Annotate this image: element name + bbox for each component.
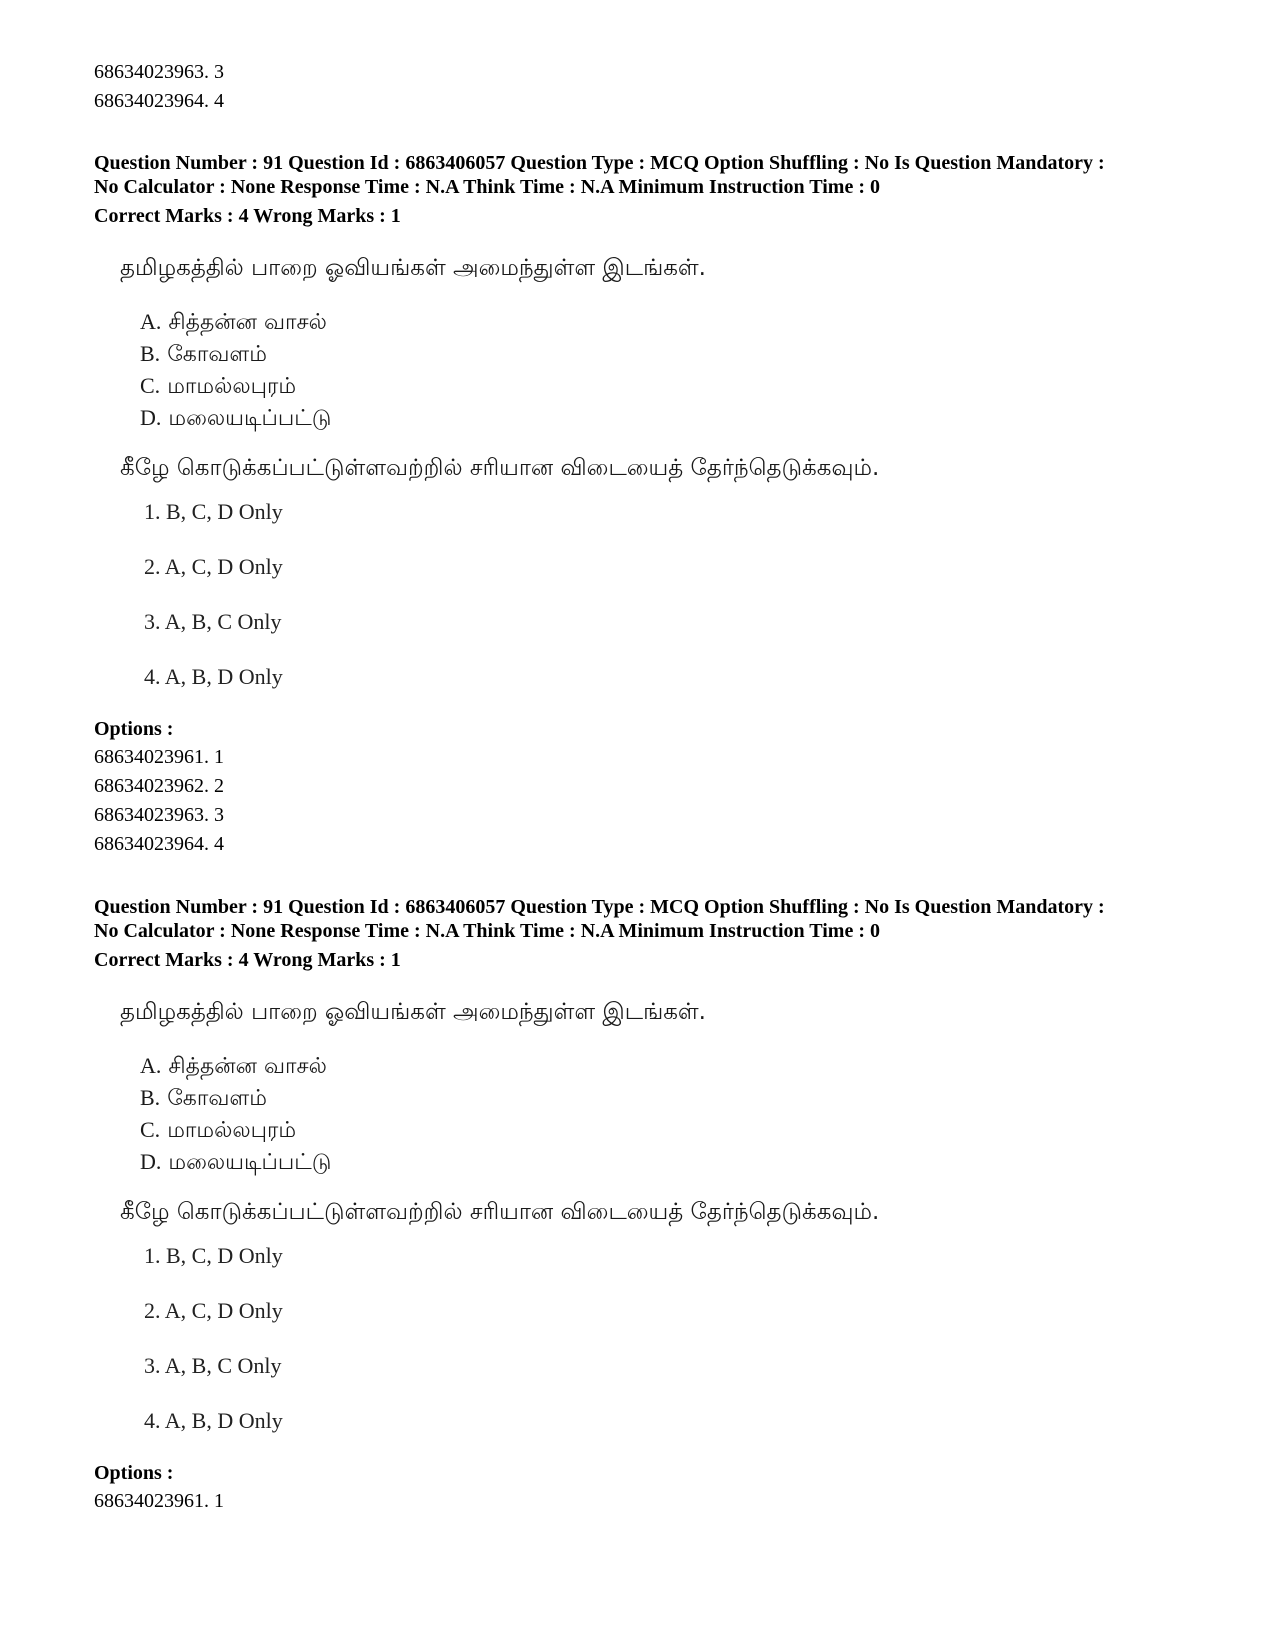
option-id: 68634023961. [94, 1490, 209, 1512]
option-id: 68634023963. [94, 61, 209, 83]
choice-item: 2. A, C, D Only [144, 554, 283, 579]
question-header [94, 151, 1214, 199]
question-text: தமிழகத்தில் பாறை ஓவியங்கள் அமைந்துள்ள இடங்கள். [120, 999, 706, 1025]
option-line [94, 830, 1214, 859]
previous-question-options [94, 58, 1214, 116]
choice-item: 4. A, B, D Only [144, 1408, 283, 1433]
question-body [94, 996, 1214, 1437]
option-value: 4 [214, 90, 224, 112]
option-id: 68634023964. [94, 90, 209, 112]
choice-item: 3. A, B, C Only [144, 1353, 282, 1378]
statement-text: மலையடிப்பட்டு [168, 1150, 332, 1175]
question-header-line: Question Number : 91 Question Id : 6863406057 Question Type : MCQ Option Shuffling : No Is Question Mandatory : [94, 896, 1105, 918]
question-instruction: கீழே கொடுக்கப்பட்டுள்ளவற்றில் சரியான விடையைத் தேர்ந்தெடுக்கவும். [120, 1199, 880, 1225]
choice-item: 3. A, B, C Only [144, 609, 282, 634]
option-value: 3 [214, 61, 224, 83]
statement-label: D. [140, 1149, 162, 1174]
options-list [94, 743, 1214, 859]
question-text: தமிழகத்தில் பாறை ஓவியங்கள் அமைந்துள்ள இடங்கள். [120, 255, 706, 281]
statement-item [140, 306, 1214, 338]
statement-label: B. [140, 1085, 161, 1110]
option-value: 4 [214, 833, 224, 855]
statement-text: கோவளம் [167, 1086, 267, 1111]
statement-text: மாமல்லபுரம் [167, 374, 297, 399]
statement-text: சித்தன்ன வாசல் [168, 310, 327, 335]
statement-text: மாமல்லபுரம் [167, 1118, 297, 1143]
statement-item [140, 1114, 1214, 1146]
option-value: 2 [214, 775, 224, 797]
question-header-line: No Calculator : None Response Time : N.A Think Time : N.A Minimum Instruction Time : 0 [94, 920, 880, 942]
option-value: 1 [214, 1490, 224, 1512]
choice-item: 1. B, C, D Only [144, 1243, 283, 1268]
choice-list [120, 1240, 1214, 1437]
option-line [94, 1487, 1214, 1516]
option-value: 1 [214, 746, 224, 768]
statement-item [140, 1050, 1214, 1082]
question-body [94, 252, 1214, 693]
option-value: 3 [214, 804, 224, 826]
statement-item [140, 1082, 1214, 1114]
statement-label: C. [140, 1117, 161, 1142]
choice-item: 2. A, C, D Only [144, 1298, 283, 1323]
option-id: 68634023961. [94, 746, 209, 768]
option-id: 68634023963. [94, 804, 209, 826]
options-label: Options : [94, 718, 174, 740]
question-header [94, 895, 1214, 943]
statement-label: A. [140, 1053, 162, 1078]
question-instruction: கீழே கொடுக்கப்பட்டுள்ளவற்றில் சரியான விடையைத் தேர்ந்தெடுக்கவும். [120, 455, 880, 481]
choice-item: 4. A, B, D Only [144, 664, 283, 689]
choice-item: 1. B, C, D Only [144, 499, 283, 524]
statement-item [140, 370, 1214, 402]
question-header-line: No Calculator : None Response Time : N.A Think Time : N.A Minimum Instruction Time : 0 [94, 176, 880, 198]
option-line [94, 58, 1214, 87]
statement-label: A. [140, 309, 162, 334]
statement-list [120, 1050, 1214, 1178]
question-block [94, 151, 1214, 859]
statement-label: C. [140, 373, 161, 398]
option-line [94, 801, 1214, 830]
statement-item [140, 338, 1214, 370]
option-id: 68634023962. [94, 775, 209, 797]
statement-text: மலையடிப்பட்டு [168, 406, 332, 431]
statement-label: B. [140, 341, 161, 366]
statement-item [140, 1146, 1214, 1178]
statement-item [140, 402, 1214, 434]
question-marks: Correct Marks : 4 Wrong Marks : 1 [94, 205, 401, 227]
question-marks: Correct Marks : 4 Wrong Marks : 1 [94, 949, 401, 971]
options-list [94, 1487, 1214, 1516]
choice-list [120, 496, 1214, 693]
option-line [94, 772, 1214, 801]
statement-text: சித்தன்ன வாசல் [168, 1054, 327, 1079]
options-label: Options : [94, 1462, 174, 1484]
question-block [94, 895, 1214, 1516]
option-id: 68634023964. [94, 833, 209, 855]
question-header-line: Question Number : 91 Question Id : 6863406057 Question Type : MCQ Option Shuffling : No Is Question Mandatory : [94, 152, 1105, 174]
option-line [94, 743, 1214, 772]
statement-text: கோவளம் [167, 342, 267, 367]
statement-label: D. [140, 405, 162, 430]
statement-list [120, 306, 1214, 434]
document-page [94, 58, 1214, 1552]
option-line [94, 87, 1214, 116]
